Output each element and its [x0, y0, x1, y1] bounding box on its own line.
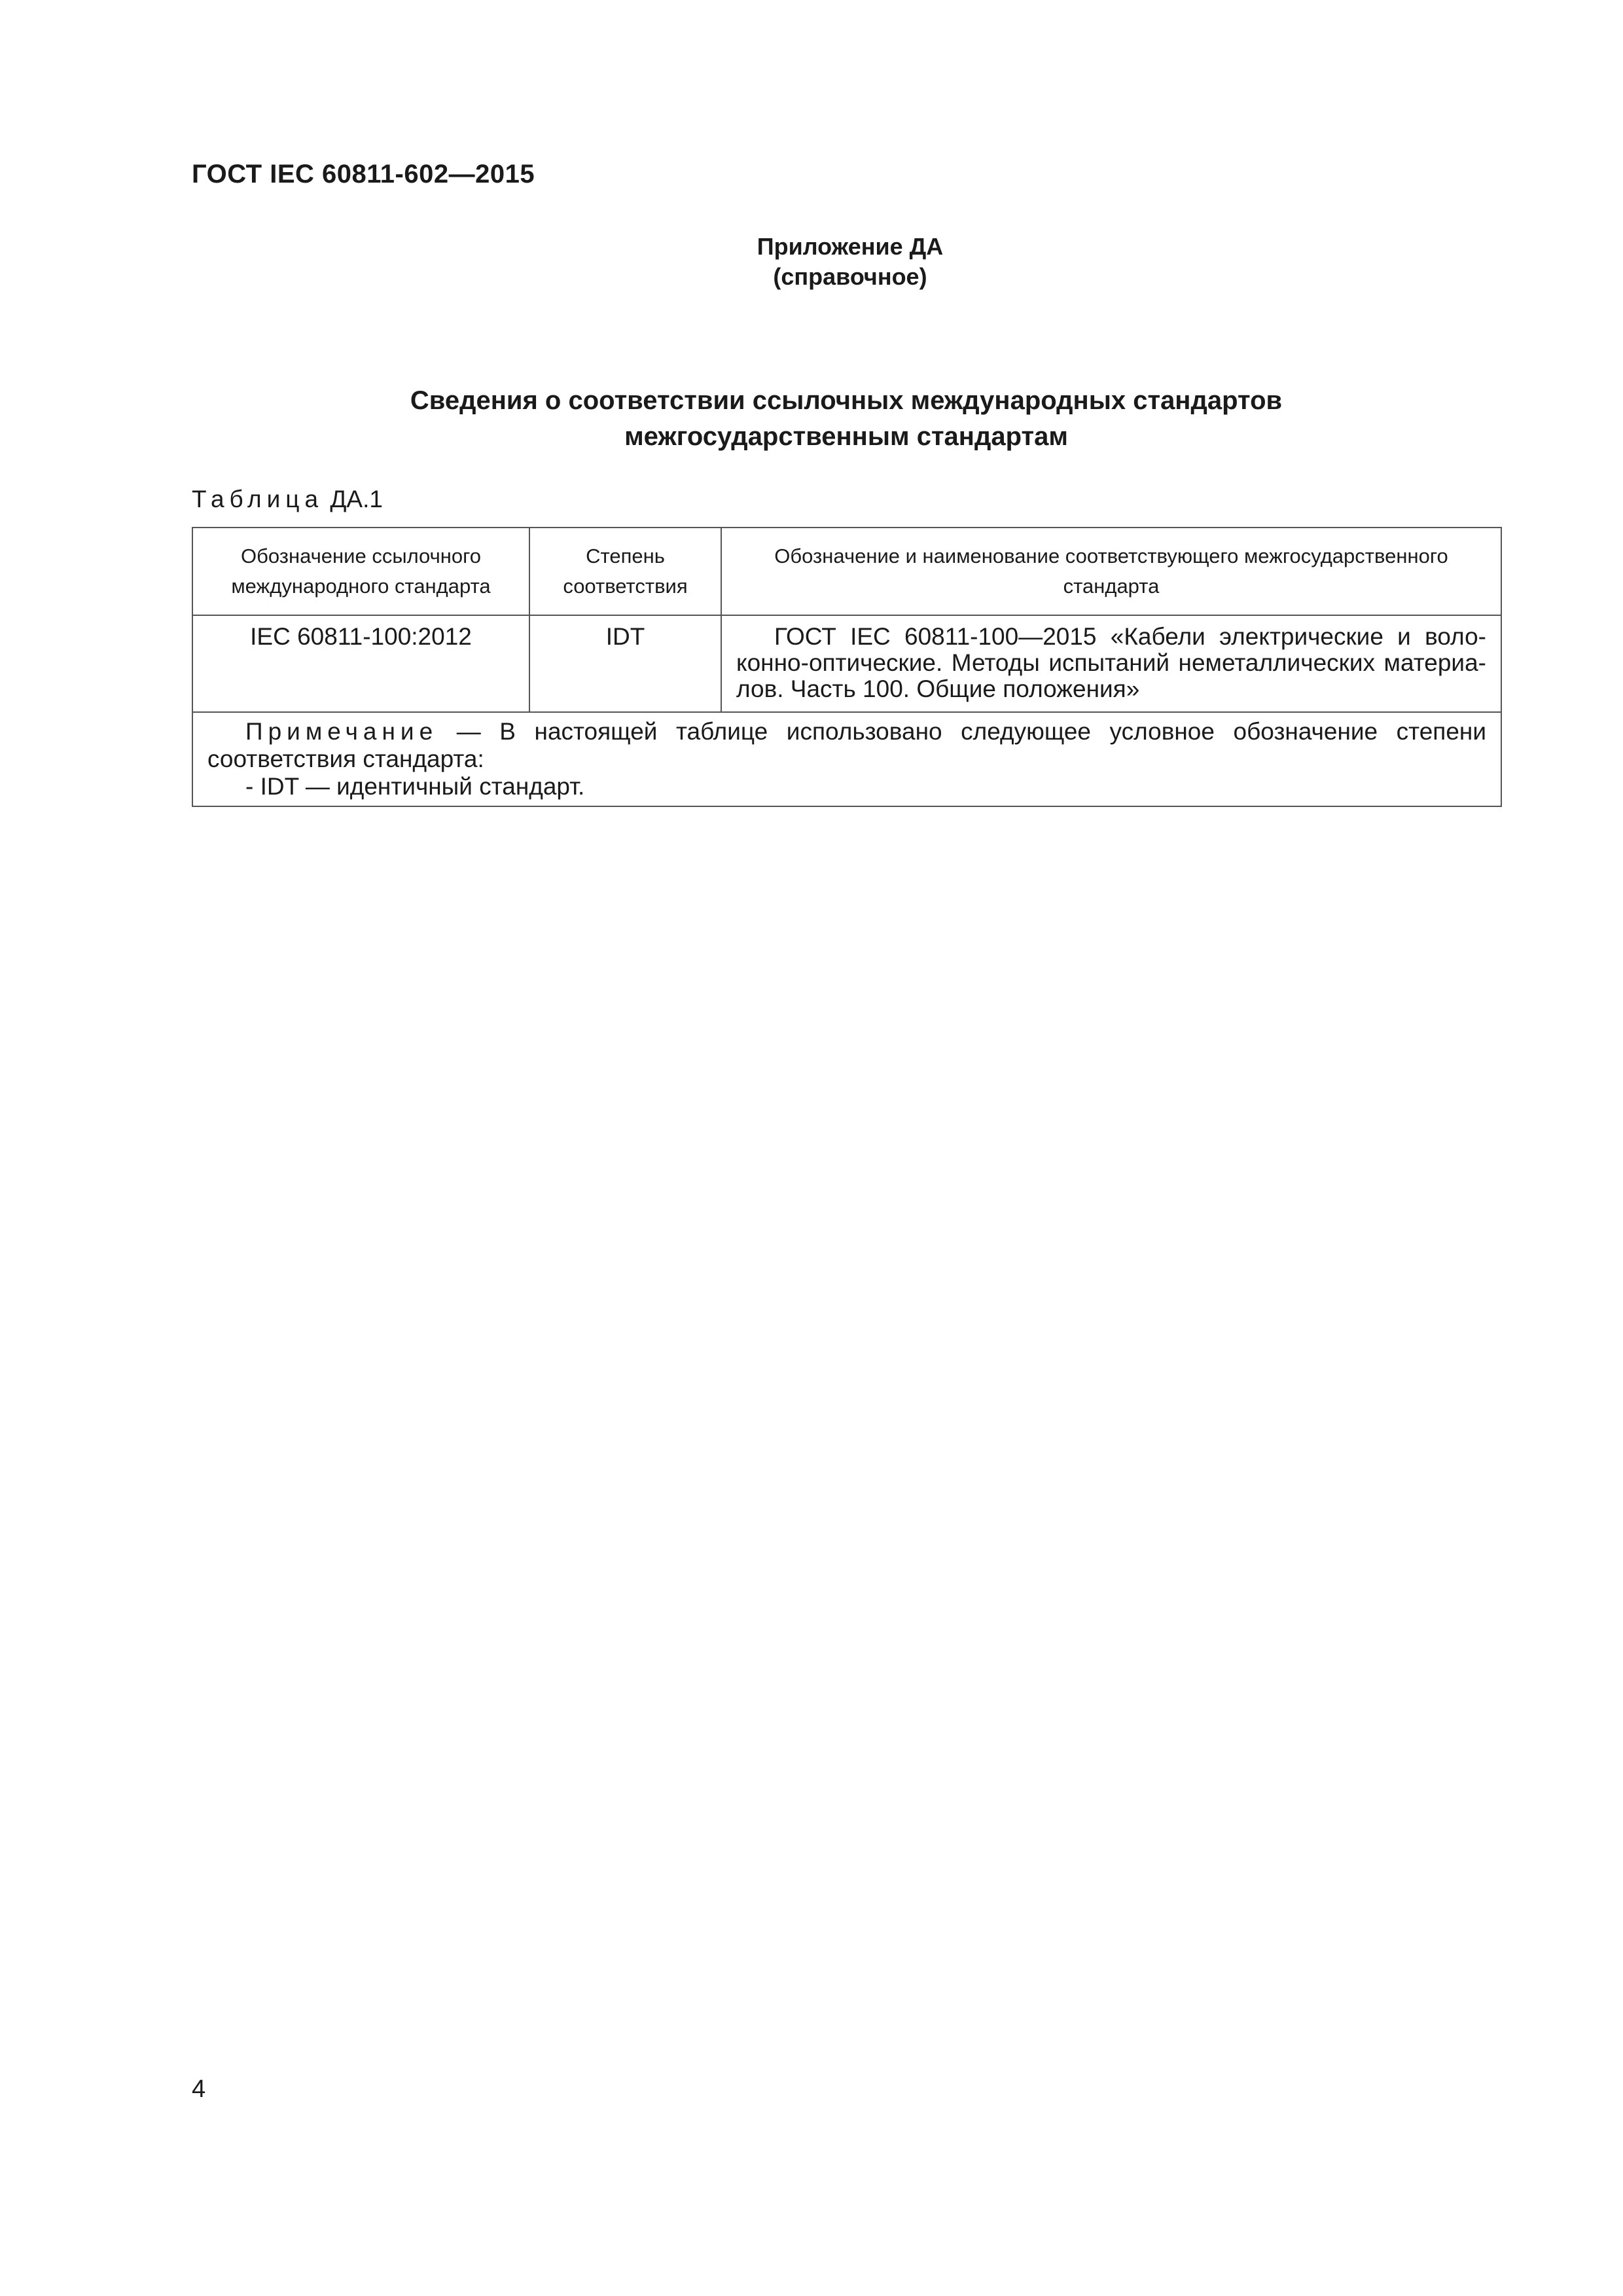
page-number: 4 — [192, 2075, 206, 2103]
column-header-degree: Степень соответствия — [529, 528, 721, 615]
table-caption-prefix: Таблица — [192, 486, 324, 512]
table-caption-number: ДА.1 — [330, 486, 383, 512]
note-item: - IDT — идентичный стандарт. — [245, 773, 585, 800]
table-caption — [192, 486, 383, 513]
table-note-row — [192, 712, 1501, 806]
table-row — [192, 615, 1501, 712]
annex-title-line-1: Сведения о соответствии ссылочных международных стандартов — [410, 386, 1283, 415]
table-header-row — [192, 528, 1501, 615]
annex-title-line-2: межгосударственным стандартам — [624, 422, 1068, 451]
note-label: Примечание — [245, 718, 438, 745]
annex-type: (справочное) — [773, 263, 927, 290]
cell-interstate — [721, 615, 1501, 712]
annex-heading — [715, 232, 985, 292]
annex-label: Приложение ДА — [757, 233, 944, 260]
cell-international: IEC 60811-100:2012 — [192, 615, 529, 712]
table-note — [192, 712, 1501, 806]
document-header: ГОСТ IEC 60811-602—2015 — [192, 160, 535, 188]
column-header-interstate: Обозначение и наименование соответствующего межгосударственного стандарта — [721, 528, 1501, 615]
note-text: — В настоящей таблице использовано следующее условное обозначение степени соответствия стандарта: — [207, 718, 1487, 772]
column-header-international: Обозначение ссылочного международного стандарта — [192, 528, 529, 615]
cell-degree: IDT — [529, 615, 721, 712]
correspondence-table — [192, 527, 1502, 807]
annex-title — [192, 383, 1501, 455]
cell-interstate-text: ГОСТ IEC 60811-100—2015 «Кабели электрические и воло-конно-оптические. Методы испытаний неметаллических материа-лов. Часть 100. Общие положения» — [736, 623, 1486, 702]
